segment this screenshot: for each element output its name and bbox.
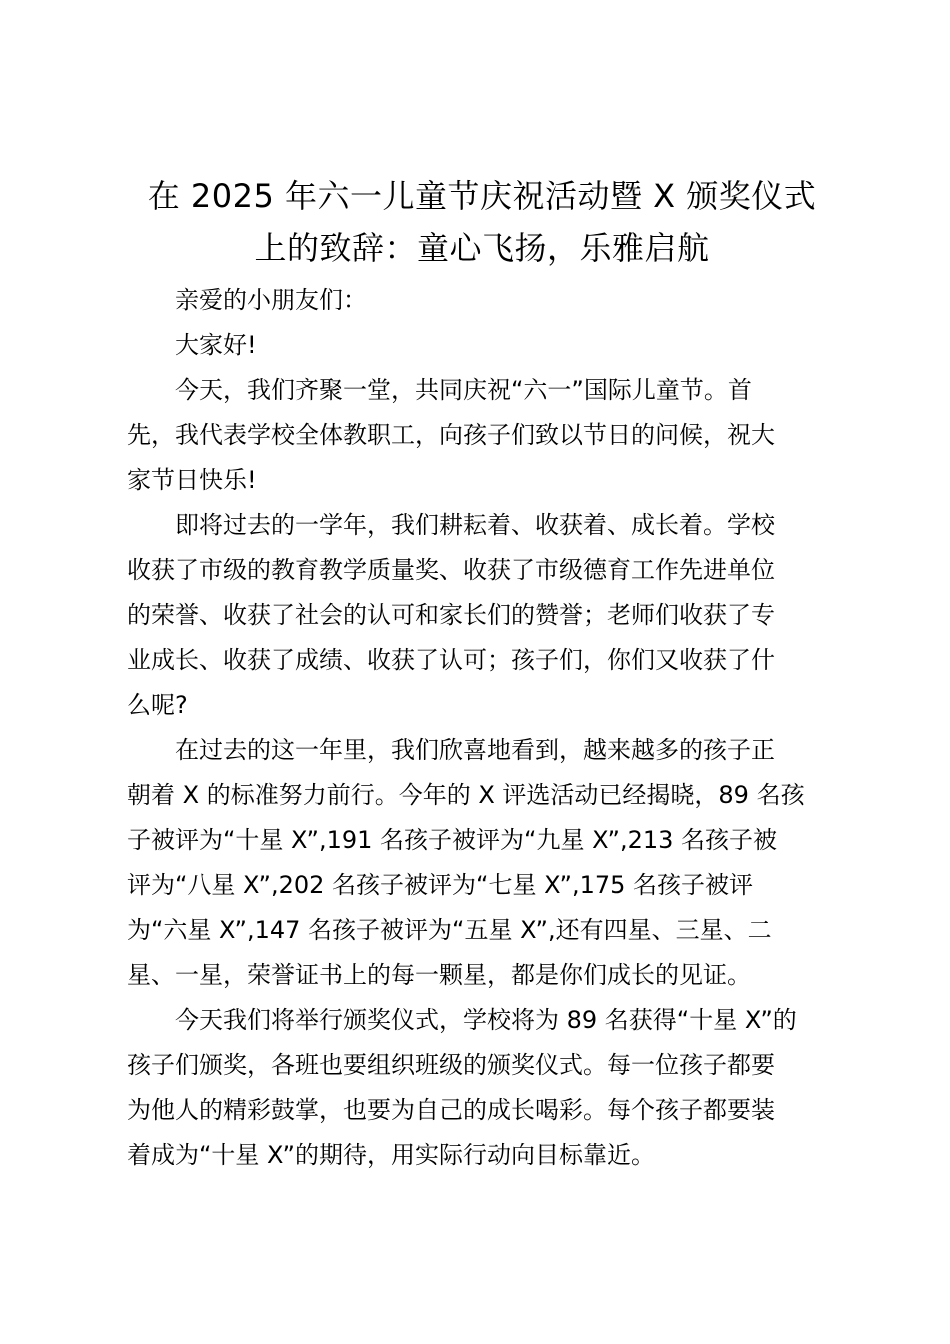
text-line: 先，我代表学校全体教职工，向孩子们致以节日的问候，祝大 <box>127 421 775 449</box>
paragraph-opening <box>127 368 837 503</box>
title-line-2: 上的致辞：童心飞扬，乐雅启航 <box>254 229 710 267</box>
text-line: 在过去的这一年里，我们欣喜地看到，越来越多的孩子正 <box>175 736 775 764</box>
text-line: 亲爱的小朋友们： <box>175 286 367 314</box>
paragraph-awards-results <box>127 728 837 998</box>
text-line: 为他人的精彩鼓掌，也要为自己的成长喝彩。每个孩子都要装 <box>127 1096 775 1124</box>
text-line: 为“六星 X”,147 名孩子被评为“五星 X”,还有四星、三星、二 <box>127 916 772 944</box>
text-line: 评为“八星 X”,202 名孩子被评为“七星 X”,175 名孩子被评 <box>127 871 754 899</box>
text-line: 星、一星，荣誉证书上的每一颗星，都是你们成长的见证。 <box>127 961 751 989</box>
greeting <box>127 323 837 368</box>
text-line: 今天，我们齐聚一堂，共同庆祝“六一”国际儿童节。首 <box>175 376 752 404</box>
document-title <box>127 170 837 274</box>
text-line: 收获了市级的教育教学质量奖、收获了市级德育工作先进单位 <box>127 556 775 584</box>
text-line: 大家好! <box>175 331 257 359</box>
text-line: 子被评为“十星 X”,191 名孩子被评为“九星 X”,213 名孩子被 <box>127 826 778 854</box>
document-page <box>127 170 837 1178</box>
paragraph-achievements <box>127 503 837 728</box>
text-line: 即将过去的一学年，我们耕耘着、收获着、成长着。学校 <box>175 511 775 539</box>
title-line-1: 在 2025 年六一儿童节庆祝活动暨 X 颁奖仪式 <box>147 177 817 215</box>
text-line: 业成长、收获了成绩、收获了认可；孩子们，你们又收获了什 <box>127 646 775 674</box>
text-line: 的荣誉、收获了社会的认可和家长们的赞誉；老师们收获了专 <box>127 601 775 629</box>
paragraph-ceremony <box>127 998 837 1178</box>
text-line: 今天我们将举行颁奖仪式，学校将为 89 名获得“十星 X”的 <box>175 1006 797 1034</box>
text-line: 孩子们颁奖，各班也要组织班级的颁奖仪式。每一位孩子都要 <box>127 1051 775 1079</box>
text-line: 么呢? <box>127 691 188 719</box>
text-line: 着成为“十星 X”的期待，用实际行动向目标靠近。 <box>127 1141 655 1169</box>
text-line: 家节日快乐! <box>127 466 257 494</box>
salutation <box>127 278 837 323</box>
text-line: 朝着 X 的标准努力前行。今年的 X 评选活动已经揭晓，89 名孩 <box>127 781 805 809</box>
document-body <box>127 278 837 1178</box>
